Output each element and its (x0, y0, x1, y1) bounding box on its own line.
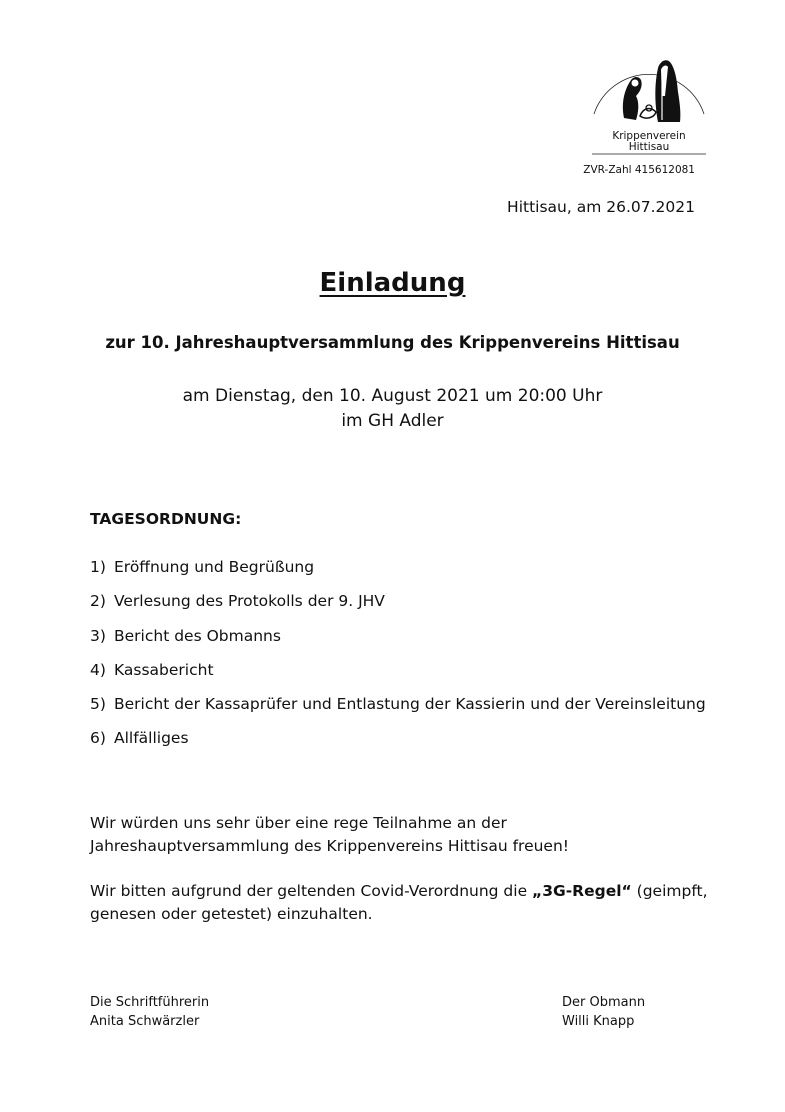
document-title: Einladung (319, 268, 466, 298)
covid-paragraph-line1 (90, 880, 730, 903)
agenda-item-text: Verlesung des Protokolls der 9. JHV (114, 592, 385, 611)
covid-paragraph-line2: genesen oder getestet) einzuhalten. (90, 905, 373, 923)
covid-text-before: Wir bitten aufgrund der geltenden Covid-Verordnung die (90, 882, 533, 900)
agenda-item (90, 728, 706, 762)
agenda-item-text: Eröffnung und Begrüßung (114, 558, 315, 576)
agenda-item-text: Bericht der Kassaprüfer und Entlastung der Kassierin und der Vereinsleitung (114, 695, 706, 714)
chairman-name: Willi Knapp (562, 1014, 635, 1029)
secretary-role: Die Schriftführerin (90, 995, 210, 1010)
agenda-item-text: Kassabericht (114, 660, 214, 679)
document-subtitle: zur 10. Jahreshauptversammlung des Krippenvereins Hittisau (105, 333, 680, 352)
agenda-item-number: 6) (90, 729, 106, 748)
agenda-item (90, 660, 706, 694)
invitation-paragraph (90, 812, 730, 858)
agenda-item-number: 1) (90, 558, 106, 576)
zvr-number: ZVR-Zahl 415612081 (583, 164, 695, 176)
agenda-item (90, 626, 706, 660)
agenda-item (90, 694, 706, 728)
agenda-item (90, 591, 706, 625)
meeting-date-time: am Dienstag, den 10. August 2021 um 20:00 Uhr (182, 386, 603, 406)
covid-rule-bold: „3G-Regel“ (532, 882, 632, 900)
covid-paragraph (90, 880, 730, 926)
agenda-item-number: 5) (90, 695, 106, 714)
agenda-list (90, 557, 706, 763)
signature-chairman (562, 993, 645, 1031)
agenda-item-text: Bericht des Obmanns (114, 626, 281, 645)
agenda-item-number: 4) (90, 660, 106, 679)
invitation-paragraph-line1: Wir würden uns sehr über eine rege Teilnahme an der (90, 814, 507, 832)
chairman-role: Der Obmann (562, 995, 646, 1010)
meeting-location: im GH Adler (341, 411, 444, 431)
logo-text-line1: Krippenverein (612, 130, 686, 142)
agenda-item-number: 2) (90, 592, 106, 611)
signature-secretary (90, 993, 209, 1031)
agenda-heading: TAGESORDNUNG: (90, 510, 242, 528)
invitation-paragraph-line2: Jahreshauptversammlung des Krippenvereins Hittisau freuen! (90, 837, 570, 855)
covid-text-after: (geimpft, (631, 882, 708, 900)
agenda-item-number: 3) (90, 626, 106, 645)
krippenverein-logo (588, 56, 710, 156)
place-date: Hittisau, am 26.07.2021 (507, 198, 695, 216)
agenda-item (90, 557, 706, 591)
logo-text-line2: Hittisau (628, 141, 670, 153)
meeting-details (0, 384, 785, 434)
secretary-name: Anita Schwärzler (90, 1014, 200, 1029)
agenda-item-text: Allfälliges (114, 729, 189, 748)
